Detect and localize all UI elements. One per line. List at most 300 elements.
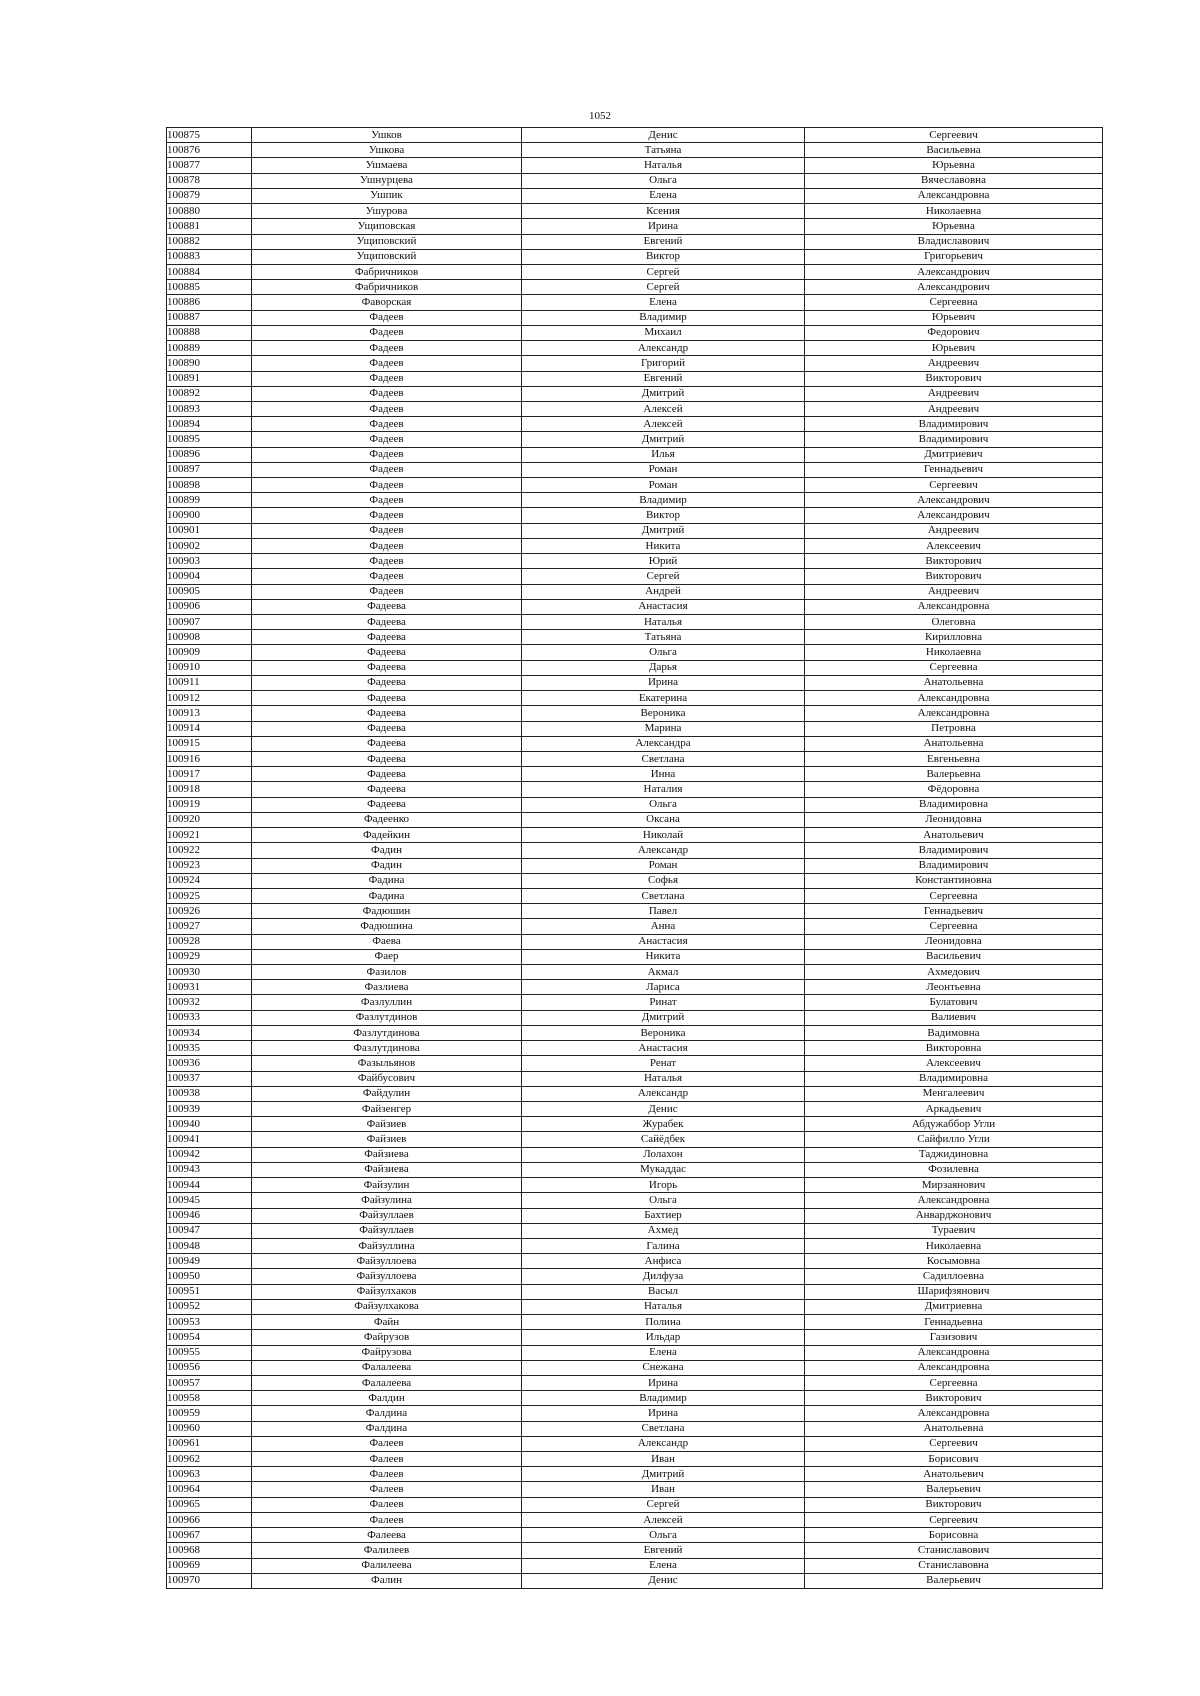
first-name-cell: Евгений <box>522 371 805 386</box>
first-name-cell: Роман <box>522 858 805 873</box>
table-row <box>167 721 1103 736</box>
last-name-cell: Фадейкин <box>252 828 522 843</box>
last-name-cell: Фадеева <box>252 660 522 675</box>
table-row <box>167 1071 1103 1086</box>
last-name-cell: Фазлиева <box>252 980 522 995</box>
record-number-cell: 100962 <box>167 1452 252 1467</box>
table-row <box>167 1452 1103 1467</box>
last-name-cell: Фалдина <box>252 1406 522 1421</box>
record-number-cell: 100899 <box>167 493 252 508</box>
last-name-cell: Ушмаева <box>252 158 522 173</box>
first-name-cell: Софья <box>522 873 805 888</box>
first-name-cell: Татьяна <box>522 143 805 158</box>
record-number-cell: 100898 <box>167 478 252 493</box>
table-row <box>167 965 1103 980</box>
last-name-cell: Фалалеева <box>252 1360 522 1375</box>
last-name-cell: Фалеев <box>252 1512 522 1527</box>
last-name-cell: Файрузова <box>252 1345 522 1360</box>
patronymic-cell: Анатольевна <box>805 1421 1103 1436</box>
record-number-cell: 100908 <box>167 630 252 645</box>
record-number-cell: 100930 <box>167 965 252 980</box>
record-number-cell: 100878 <box>167 173 252 188</box>
record-number-cell: 100963 <box>167 1467 252 1482</box>
patronymic-cell: Валерьевич <box>805 1482 1103 1497</box>
first-name-cell: Елена <box>522 1345 805 1360</box>
patronymic-cell: Сергеевич <box>805 1436 1103 1451</box>
patronymic-cell: Александровна <box>805 1406 1103 1421</box>
first-name-cell: Полина <box>522 1315 805 1330</box>
first-name-cell: Дмитрий <box>522 432 805 447</box>
record-number-cell: 100929 <box>167 949 252 964</box>
last-name-cell: Фадеев <box>252 478 522 493</box>
first-name-cell: Александр <box>522 1436 805 1451</box>
patronymic-cell: Анатольевна <box>805 675 1103 690</box>
last-name-cell: Ущиповский <box>252 234 522 249</box>
table-row <box>167 706 1103 721</box>
patronymic-cell: Александрович <box>805 280 1103 295</box>
record-number-cell: 100890 <box>167 356 252 371</box>
first-name-cell: Дилфуза <box>522 1269 805 1284</box>
table-row <box>167 173 1103 188</box>
first-name-cell: Елена <box>522 188 805 203</box>
first-name-cell: Денис <box>522 1102 805 1117</box>
last-name-cell: Фадюшина <box>252 919 522 934</box>
last-name-cell: Ушнурцева <box>252 173 522 188</box>
last-name-cell: Фаева <box>252 934 522 949</box>
table-row <box>167 1254 1103 1269</box>
patronymic-cell: Сергеевич <box>805 1512 1103 1527</box>
record-number-cell: 100877 <box>167 158 252 173</box>
patronymic-cell: Станиславовна <box>805 1558 1103 1573</box>
patronymic-cell: Алексеевич <box>805 1056 1103 1071</box>
table-row <box>167 888 1103 903</box>
last-name-cell: Файзулхакова <box>252 1299 522 1314</box>
last-name-cell: Фалдин <box>252 1391 522 1406</box>
patronymic-cell: Васильевна <box>805 143 1103 158</box>
last-name-cell: Фалилеева <box>252 1558 522 1573</box>
table-row <box>167 1132 1103 1147</box>
first-name-cell: Денис <box>522 1573 805 1588</box>
table-row <box>167 264 1103 279</box>
table-row <box>167 1330 1103 1345</box>
patronymic-cell: Шарифзянович <box>805 1284 1103 1299</box>
patronymic-cell: Владимирович <box>805 432 1103 447</box>
table-row <box>167 1360 1103 1375</box>
patronymic-cell: Дмитриевна <box>805 1299 1103 1314</box>
last-name-cell: Файзулина <box>252 1193 522 1208</box>
record-number-cell: 100907 <box>167 615 252 630</box>
last-name-cell: Фадеев <box>252 386 522 401</box>
last-name-cell: Фадин <box>252 843 522 858</box>
first-name-cell: Ирина <box>522 675 805 690</box>
record-number-cell: 100970 <box>167 1573 252 1588</box>
patronymic-cell: Тураевич <box>805 1223 1103 1238</box>
record-number-cell: 100910 <box>167 660 252 675</box>
record-number-cell: 100935 <box>167 1041 252 1056</box>
record-number-cell: 100883 <box>167 249 252 264</box>
table-row <box>167 356 1103 371</box>
patronymic-cell: Викторович <box>805 569 1103 584</box>
record-number-cell: 100879 <box>167 188 252 203</box>
table-row <box>167 599 1103 614</box>
last-name-cell: Фадеев <box>252 417 522 432</box>
patronymic-cell: Александрович <box>805 264 1103 279</box>
table-row <box>167 1238 1103 1253</box>
record-number-cell: 100922 <box>167 843 252 858</box>
patronymic-cell: Булатович <box>805 995 1103 1010</box>
first-name-cell: Алексей <box>522 1512 805 1527</box>
record-number-cell: 100947 <box>167 1223 252 1238</box>
table-row <box>167 1208 1103 1223</box>
table-row <box>167 1345 1103 1360</box>
record-number-cell: 100885 <box>167 280 252 295</box>
first-name-cell: Васыл <box>522 1284 805 1299</box>
first-name-cell: Ахмед <box>522 1223 805 1238</box>
table-row <box>167 660 1103 675</box>
record-number-cell: 100948 <box>167 1238 252 1253</box>
table-row <box>167 188 1103 203</box>
first-name-cell: Вероника <box>522 1025 805 1040</box>
patronymic-cell: Сергеевич <box>805 128 1103 143</box>
patronymic-cell: Юрьевич <box>805 310 1103 325</box>
record-number-cell: 100964 <box>167 1482 252 1497</box>
registry-table <box>166 127 1103 1589</box>
last-name-cell: Фалин <box>252 1573 522 1588</box>
last-name-cell: Фадеев <box>252 523 522 538</box>
last-name-cell: Файзулин <box>252 1178 522 1193</box>
record-number-cell: 100945 <box>167 1193 252 1208</box>
record-number-cell: 100965 <box>167 1497 252 1512</box>
table-row <box>167 949 1103 964</box>
first-name-cell: Виктор <box>522 249 805 264</box>
last-name-cell: Файзуллоева <box>252 1254 522 1269</box>
first-name-cell: Александр <box>522 1086 805 1101</box>
patronymic-cell: Фёдоровна <box>805 782 1103 797</box>
table-row <box>167 493 1103 508</box>
record-number-cell: 100915 <box>167 736 252 751</box>
last-name-cell: Фадеев <box>252 371 522 386</box>
record-number-cell: 100876 <box>167 143 252 158</box>
last-name-cell: Фадеева <box>252 721 522 736</box>
first-name-cell: Лариса <box>522 980 805 995</box>
last-name-cell: Файбусович <box>252 1071 522 1086</box>
record-number-cell: 100892 <box>167 386 252 401</box>
patronymic-cell: Андреевич <box>805 584 1103 599</box>
patronymic-cell: Васильевич <box>805 949 1103 964</box>
record-number-cell: 100954 <box>167 1330 252 1345</box>
page-number: 1052 <box>589 110 611 122</box>
table-row <box>167 934 1103 949</box>
table-row <box>167 1543 1103 1558</box>
table-row <box>167 615 1103 630</box>
patronymic-cell: Николаевна <box>805 645 1103 660</box>
first-name-cell: Григорий <box>522 356 805 371</box>
last-name-cell: Фалеев <box>252 1467 522 1482</box>
patronymic-cell: Владимировна <box>805 1071 1103 1086</box>
patronymic-cell: Анварджонович <box>805 1208 1103 1223</box>
last-name-cell: Файзиева <box>252 1147 522 1162</box>
patronymic-cell: Александровна <box>805 691 1103 706</box>
table-row <box>167 1497 1103 1512</box>
last-name-cell: Фабричников <box>252 264 522 279</box>
patronymic-cell: Николаевна <box>805 1238 1103 1253</box>
last-name-cell: Файзуллоева <box>252 1269 522 1284</box>
first-name-cell: Павел <box>522 904 805 919</box>
first-name-cell: Алексей <box>522 401 805 416</box>
record-number-cell: 100928 <box>167 934 252 949</box>
patronymic-cell: Геннадьевич <box>805 462 1103 477</box>
last-name-cell: Ущиповская <box>252 219 522 234</box>
first-name-cell: Ильдар <box>522 1330 805 1345</box>
first-name-cell: Иван <box>522 1452 805 1467</box>
patronymic-cell: Анатольевич <box>805 1467 1103 1482</box>
table-row <box>167 417 1103 432</box>
record-number-cell: 100897 <box>167 462 252 477</box>
table-row <box>167 675 1103 690</box>
table-row <box>167 310 1103 325</box>
table-row <box>167 204 1103 219</box>
table-row <box>167 1147 1103 1162</box>
record-number-cell: 100967 <box>167 1528 252 1543</box>
first-name-cell: Анфиса <box>522 1254 805 1269</box>
last-name-cell: Фадеев <box>252 401 522 416</box>
record-number-cell: 100884 <box>167 264 252 279</box>
table-row <box>167 1269 1103 1284</box>
record-number-cell: 100905 <box>167 584 252 599</box>
record-number-cell: 100917 <box>167 767 252 782</box>
first-name-cell: Александр <box>522 843 805 858</box>
record-number-cell: 100961 <box>167 1436 252 1451</box>
table-row <box>167 812 1103 827</box>
first-name-cell: Владимир <box>522 493 805 508</box>
table-row <box>167 904 1103 919</box>
record-number-cell: 100912 <box>167 691 252 706</box>
table-row <box>167 143 1103 158</box>
patronymic-cell: Александровна <box>805 188 1103 203</box>
table-row <box>167 1178 1103 1193</box>
record-number-cell: 100942 <box>167 1147 252 1162</box>
patronymic-cell: Вячеславовна <box>805 173 1103 188</box>
first-name-cell: Ольга <box>522 1193 805 1208</box>
patronymic-cell: Александровна <box>805 706 1103 721</box>
table-row <box>167 341 1103 356</box>
record-number-cell: 100901 <box>167 523 252 538</box>
last-name-cell: Фалилеев <box>252 1543 522 1558</box>
patronymic-cell: Александровна <box>805 1345 1103 1360</box>
first-name-cell: Евгений <box>522 1543 805 1558</box>
patronymic-cell: Владимирович <box>805 417 1103 432</box>
table-row <box>167 691 1103 706</box>
patronymic-cell: Ахмедович <box>805 965 1103 980</box>
last-name-cell: Фадеев <box>252 569 522 584</box>
patronymic-cell: Аркадьевич <box>805 1102 1103 1117</box>
patronymic-cell: Валиевич <box>805 1010 1103 1025</box>
record-number-cell: 100950 <box>167 1269 252 1284</box>
patronymic-cell: Сергеевна <box>805 1375 1103 1390</box>
table-row <box>167 219 1103 234</box>
table-row <box>167 295 1103 310</box>
first-name-cell: Сергей <box>522 280 805 295</box>
record-number-cell: 100903 <box>167 554 252 569</box>
last-name-cell: Фалдина <box>252 1421 522 1436</box>
table-row <box>167 234 1103 249</box>
record-number-cell: 100919 <box>167 797 252 812</box>
table-row <box>167 1117 1103 1132</box>
first-name-cell: Николай <box>522 828 805 843</box>
table-row <box>167 371 1103 386</box>
patronymic-cell: Геннадьевич <box>805 904 1103 919</box>
first-name-cell: Наталья <box>522 1299 805 1314</box>
patronymic-cell: Викторович <box>805 554 1103 569</box>
table-row <box>167 478 1103 493</box>
first-name-cell: Наталья <box>522 1071 805 1086</box>
first-name-cell: Дарья <box>522 660 805 675</box>
first-name-cell: Елена <box>522 1558 805 1573</box>
last-name-cell: Фазлуллин <box>252 995 522 1010</box>
table-row <box>167 1391 1103 1406</box>
table-row <box>167 280 1103 295</box>
record-number-cell: 100951 <box>167 1284 252 1299</box>
table-row <box>167 1528 1103 1543</box>
record-number-cell: 100931 <box>167 980 252 995</box>
record-number-cell: 100911 <box>167 675 252 690</box>
table-row <box>167 1056 1103 1071</box>
table-row <box>167 1010 1103 1025</box>
first-name-cell: Акмал <box>522 965 805 980</box>
record-number-cell: 100933 <box>167 1010 252 1025</box>
first-name-cell: Лолахон <box>522 1147 805 1162</box>
record-number-cell: 100960 <box>167 1421 252 1436</box>
patronymic-cell: Алексеевич <box>805 538 1103 553</box>
patronymic-cell: Александрович <box>805 508 1103 523</box>
record-number-cell: 100953 <box>167 1315 252 1330</box>
last-name-cell: Фадеева <box>252 599 522 614</box>
patronymic-cell: Евгеньевна <box>805 751 1103 766</box>
patronymic-cell: Садиллоевна <box>805 1269 1103 1284</box>
patronymic-cell: Григорьевич <box>805 249 1103 264</box>
first-name-cell: Вероника <box>522 706 805 721</box>
table-row <box>167 1102 1103 1117</box>
last-name-cell: Фалеев <box>252 1482 522 1497</box>
table-row <box>167 1162 1103 1177</box>
record-number-cell: 100937 <box>167 1071 252 1086</box>
table-row <box>167 630 1103 645</box>
record-number-cell: 100934 <box>167 1025 252 1040</box>
last-name-cell: Фадеев <box>252 447 522 462</box>
record-number-cell: 100940 <box>167 1117 252 1132</box>
table-row <box>167 1315 1103 1330</box>
table-row <box>167 736 1103 751</box>
last-name-cell: Фадеева <box>252 797 522 812</box>
record-number-cell: 100926 <box>167 904 252 919</box>
table-row <box>167 767 1103 782</box>
patronymic-cell: Викторовна <box>805 1041 1103 1056</box>
last-name-cell: Ушков <box>252 128 522 143</box>
last-name-cell: Фадеева <box>252 706 522 721</box>
last-name-cell: Фадеева <box>252 782 522 797</box>
first-name-cell: Ольга <box>522 1528 805 1543</box>
last-name-cell: Файзиев <box>252 1132 522 1147</box>
first-name-cell: Александра <box>522 736 805 751</box>
table-row <box>167 1406 1103 1421</box>
last-name-cell: Фадеев <box>252 356 522 371</box>
first-name-cell: Сайёдбек <box>522 1132 805 1147</box>
record-number-cell: 100956 <box>167 1360 252 1375</box>
record-number-cell: 100968 <box>167 1543 252 1558</box>
patronymic-cell: Андреевич <box>805 523 1103 538</box>
first-name-cell: Светлана <box>522 888 805 903</box>
table-row <box>167 569 1103 584</box>
first-name-cell: Ольга <box>522 645 805 660</box>
record-number-cell: 100913 <box>167 706 252 721</box>
first-name-cell: Сергей <box>522 264 805 279</box>
last-name-cell: Фадеева <box>252 645 522 660</box>
last-name-cell: Фалеев <box>252 1497 522 1512</box>
first-name-cell: Андрей <box>522 584 805 599</box>
last-name-cell: Ушпик <box>252 188 522 203</box>
record-number-cell: 100925 <box>167 888 252 903</box>
last-name-cell: Фадеев <box>252 310 522 325</box>
record-number-cell: 100943 <box>167 1162 252 1177</box>
patronymic-cell: Таджидиновна <box>805 1147 1103 1162</box>
patronymic-cell: Газизович <box>805 1330 1103 1345</box>
last-name-cell: Фадеева <box>252 691 522 706</box>
table-row <box>167 980 1103 995</box>
record-number-cell: 100932 <box>167 995 252 1010</box>
first-name-cell: Наталия <box>522 782 805 797</box>
patronymic-cell: Сайфилло Угли <box>805 1132 1103 1147</box>
first-name-cell: Ирина <box>522 1406 805 1421</box>
record-number-cell: 100946 <box>167 1208 252 1223</box>
last-name-cell: Фадеев <box>252 493 522 508</box>
patronymic-cell: Вадимовна <box>805 1025 1103 1040</box>
patronymic-cell: Сергеевна <box>805 919 1103 934</box>
record-number-cell: 100920 <box>167 812 252 827</box>
patronymic-cell: Олеговна <box>805 615 1103 630</box>
patronymic-cell: Леонтьевна <box>805 980 1103 995</box>
first-name-cell: Журабек <box>522 1117 805 1132</box>
registry-body <box>167 128 1103 1589</box>
record-number-cell: 100958 <box>167 1391 252 1406</box>
first-name-cell: Наталья <box>522 615 805 630</box>
table-row <box>167 645 1103 660</box>
last-name-cell: Фабричников <box>252 280 522 295</box>
last-name-cell: Фадеева <box>252 675 522 690</box>
first-name-cell: Инна <box>522 767 805 782</box>
record-number-cell: 100969 <box>167 1558 252 1573</box>
first-name-cell: Владимир <box>522 1391 805 1406</box>
patronymic-cell: Мирзаянович <box>805 1178 1103 1193</box>
last-name-cell: Фалеев <box>252 1436 522 1451</box>
record-number-cell: 100891 <box>167 371 252 386</box>
table-row <box>167 128 1103 143</box>
patronymic-cell: Анатольевич <box>805 828 1103 843</box>
last-name-cell: Фадеева <box>252 751 522 766</box>
last-name-cell: Фаворская <box>252 295 522 310</box>
first-name-cell: Галина <box>522 1238 805 1253</box>
table-row <box>167 782 1103 797</box>
record-number-cell: 100880 <box>167 204 252 219</box>
first-name-cell: Александр <box>522 341 805 356</box>
record-number-cell: 100909 <box>167 645 252 660</box>
patronymic-cell: Борисовна <box>805 1528 1103 1543</box>
table-row <box>167 1086 1103 1101</box>
record-number-cell: 100944 <box>167 1178 252 1193</box>
first-name-cell: Оксана <box>522 812 805 827</box>
last-name-cell: Фадеев <box>252 432 522 447</box>
first-name-cell: Никита <box>522 538 805 553</box>
record-number-cell: 100896 <box>167 447 252 462</box>
